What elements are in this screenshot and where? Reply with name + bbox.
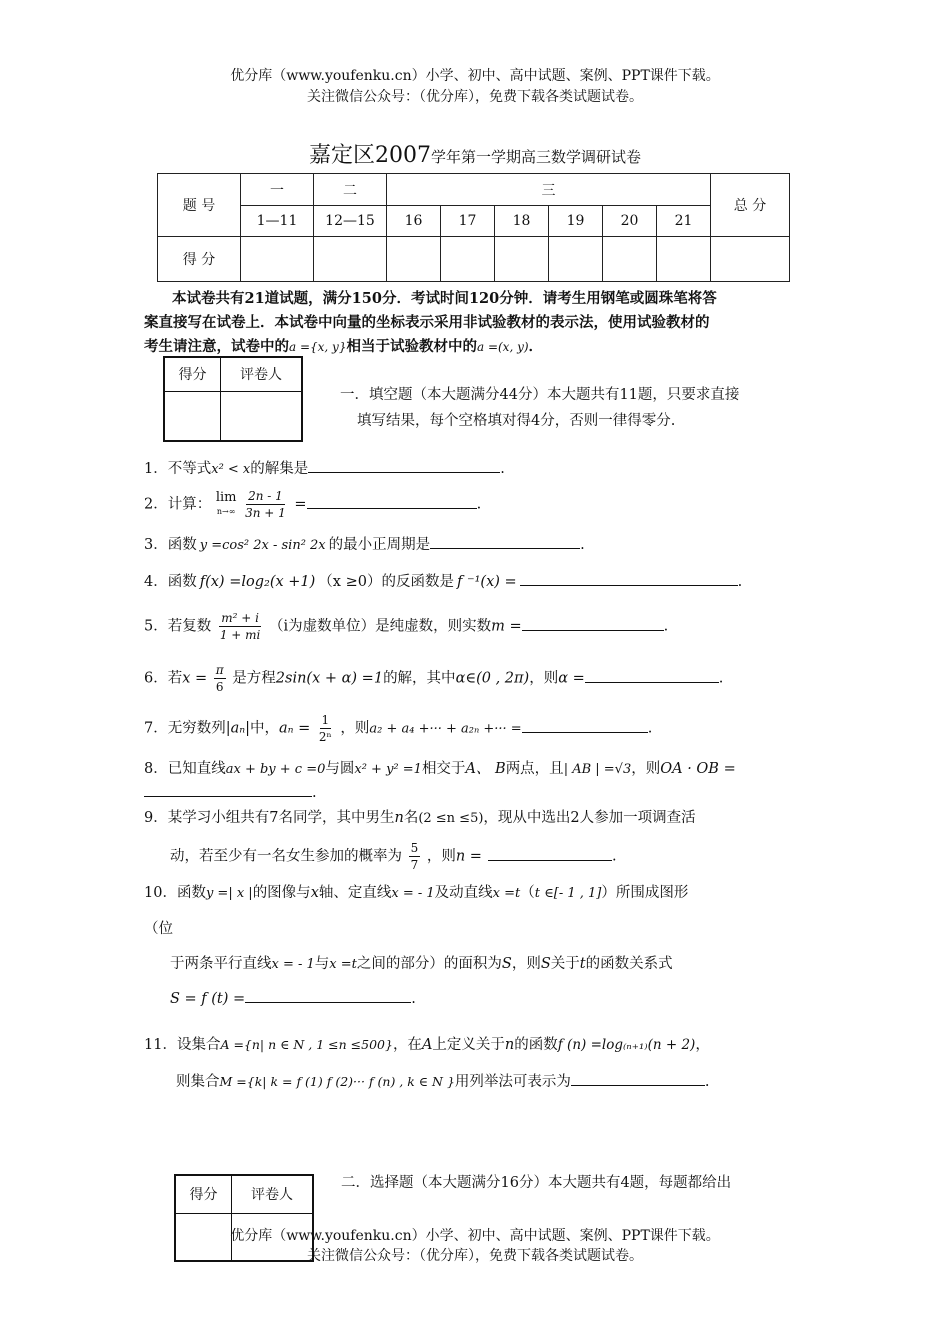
title-main: 嘉定区2007 (308, 143, 431, 168)
site-footer-line2: 关注微信公众号：（优分库），免费下载各类试题试卷。 (307, 1248, 643, 1264)
col-1-11: 1—11 (241, 206, 314, 237)
col-21: 21 (657, 206, 711, 237)
title-sub: 学年第一学期高三数学调研试卷 (430, 148, 641, 166)
answer-blank[interactable] (522, 718, 648, 733)
score-cell[interactable] (441, 237, 495, 282)
grader-box-score-label: 得分 (164, 357, 220, 391)
instructions (144, 287, 814, 359)
label-score: 得 分 (158, 237, 241, 282)
answer-blank[interactable] (307, 494, 477, 509)
grader-box-score-cell[interactable] (164, 391, 220, 441)
label-total: 总 分 (711, 174, 790, 237)
col-20: 20 (603, 206, 657, 237)
grader-box-grader-label: 评卷人 (220, 357, 302, 391)
site-header-line1: 优分库（www.youfenku.cn）小学、初中、高中试题、案例、PPT课件下载。 (230, 68, 720, 84)
question-11-line2: 则集合M ={k| k = f (1) f (2)··· f (n) , k ∈ N }用列举法可表示为 . (176, 1071, 710, 1093)
group-2: 二 (314, 174, 387, 206)
group-1: 一 (241, 174, 314, 206)
answer-blank[interactable] (144, 782, 312, 797)
question-10-line2: （位 (144, 921, 173, 937)
score-cell[interactable] (549, 237, 603, 282)
answer-blank[interactable] (245, 988, 411, 1003)
answer-blank[interactable] (308, 458, 500, 473)
col-18: 18 (495, 206, 549, 237)
question-3: 3．函数 y =cos² 2x - sin² 2x 的最小正周期是 . (144, 534, 585, 557)
label-question-number: 题 号 (158, 174, 241, 237)
question-2: 2．计算： lim n→∞ $\frac{2n - 1}{3n + 1}$ = . (144, 489, 482, 520)
answer-blank[interactable] (585, 668, 719, 683)
section-1-heading-line1: 一．填空题（本大题满分44分）本大题共有11题，只要求直接 (340, 387, 740, 403)
score-cell[interactable] (241, 237, 314, 282)
question-9: 9．某学习小组共有7名同学，其中男生n名(2 ≤n ≤5)，现从中选出2人参加一项调查活 (144, 810, 696, 826)
instructions-line2: 案直接写在试卷上．本试卷中向量的坐标表示采用非试验教材的表示法，使用试验教材的 (144, 314, 710, 331)
question-10-line4: S = f (t) = . (170, 988, 416, 1010)
fraction: $\frac{\text{m² + i}}{1 + mi}$ (219, 611, 261, 642)
site-header-line2: 关注微信公众号：（优分库），免费下载各类试题试卷。 (307, 89, 643, 105)
question-8-line2: . (144, 782, 317, 804)
answer-blank[interactable] (430, 534, 580, 549)
answer-blank[interactable] (522, 616, 664, 631)
score-cell[interactable] (387, 237, 441, 282)
fraction: $\frac{5}{7}$ (410, 841, 419, 872)
section-2-heading-line1: 二．选择题（本大题满分16分）本大题共有4题，每题都给出 (341, 1175, 732, 1191)
fraction: $\frac{2n - 1}{3n + 1}$ (245, 489, 286, 520)
question-7: 7．无穷数列|aₙ|中，aₙ = $\frac{1}{\text{2ⁿ}}$ ，则a₂ + a₄ +··· + a₂ₙ +··· = . (144, 713, 653, 744)
group-3: 三 (387, 174, 711, 206)
answer-blank[interactable] (488, 846, 612, 861)
answer-blank[interactable] (520, 571, 738, 586)
grader-box-grader-label: 评卷人 (231, 1175, 313, 1213)
answer-blank[interactable] (571, 1071, 705, 1086)
question-11: 11．设集合A ={n| n ∈ N , 1 ≤n ≤500}，在A上定义关于n的函数f (n) =log₍ₙ₊₁₎(n + 2)， (144, 1037, 710, 1053)
score-cell-total[interactable] (711, 237, 790, 282)
question-8: 8．已知直线ax + by + c =0与圆x² + y² =1相交于A、 B两点，且| AB | =√3，则OA · OB = (144, 761, 736, 777)
grader-box-score-label: 得分 (175, 1175, 231, 1213)
page-title (0, 138, 950, 169)
fraction: $\frac{1}{\text{2ⁿ}}$ (318, 713, 332, 744)
col-17: 17 (441, 206, 495, 237)
score-cell[interactable] (657, 237, 711, 282)
instructions-line3: 考生请注意，试卷中的a ={x, y}相当于试验教材中的a =(x, y)． (144, 338, 544, 355)
grader-box-grader-cell[interactable] (220, 391, 302, 441)
col-16: 16 (387, 206, 441, 237)
fraction: $\frac{\pi}{6}$ (215, 663, 224, 694)
question-5: 5．若复数 $\frac{\text{m² + i}}{1 + mi}$ （i为虚数单位）是纯虚数，则实数m = . (144, 611, 669, 642)
score-table (157, 173, 790, 282)
grader-box-1 (163, 356, 303, 442)
score-cell[interactable] (314, 237, 387, 282)
question-9-line2: 动，若至少有一名女生参加的概率为 $\frac{5}{7}$ ，则n = . (170, 841, 617, 872)
col-19: 19 (549, 206, 603, 237)
question-4: 4．函数 f(x) =log₂(x +1) （x ≥0）的反函数是 f ⁻¹(x) = . (144, 571, 742, 593)
question-10-line3: 于两条平行直线x = - 1与x =t之间的部分）的面积为S，则S关于t的函数关系式 (170, 956, 673, 972)
instructions-line1: 本试卷共有21道试题，满分150分．考试时间120分钟．请考生用钢笔或圆珠笔将答 (172, 290, 717, 307)
question-6: 6．若x = $\frac{\pi}{6}$ 是方程2sin(x + α) =1的解，其中α∈(0 , 2π)，则α = . (144, 663, 724, 694)
site-footer-line1: 优分库（www.youfenku.cn）小学、初中、高中试题、案例、PPT课件下载。 (230, 1228, 720, 1244)
question-1: 1．不等式x² < x的解集是 . (144, 458, 505, 481)
score-cell[interactable] (603, 237, 657, 282)
section-1-heading-line2: 填写结果，每个空格填对得4分，否则一律得零分. (357, 413, 676, 429)
question-10: 10．函数y =| x |的图像与x轴、定直线x = - 1及动直线x =t（t ∈[- 1 , 1]）所围成图形 (144, 885, 689, 901)
col-12-15: 12—15 (314, 206, 387, 237)
score-cell[interactable] (495, 237, 549, 282)
